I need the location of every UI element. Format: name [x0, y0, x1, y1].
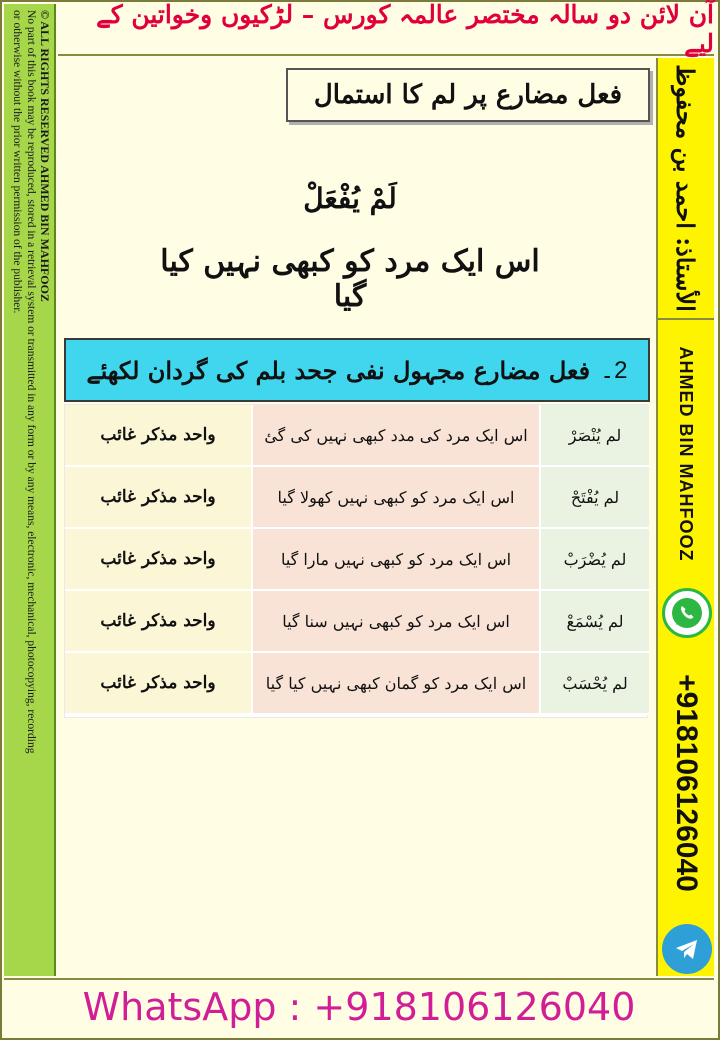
whatsapp-icon[interactable]	[662, 588, 712, 638]
cell-verb: لم يُسْمَعْ	[541, 591, 649, 651]
cell-verb: لم يُنْصَرْ	[541, 405, 649, 465]
course-header: آن لائن دو سالہ مختصر عالمہ کورس – لڑکیوں وخواتین کے لیے	[58, 4, 714, 56]
table-row	[65, 591, 649, 653]
copyright-line-1: © ALL RIGHTS RESERVED AHMED BIN MAHFOOZ	[38, 10, 52, 302]
cell-meaning: اس ایک مرد کو کبھی نہیں سنا گیا	[253, 591, 539, 651]
cell-meaning: اس ایک مرد کو گمان کبھی نہیں کیا گیا	[253, 653, 539, 713]
cell-type: واحد مذکر غائب	[65, 653, 251, 713]
teacher-name-urdu-box	[658, 58, 714, 320]
copyright-strip	[4, 4, 56, 976]
cell-type: واحد مذکر غائب	[65, 467, 251, 527]
example-urdu: اس ایک مرد کو کبھی نہیں کیا گیا	[160, 244, 540, 314]
copyright-text	[6, 10, 52, 970]
teacher-sidebar	[656, 58, 714, 976]
table-row	[65, 405, 649, 467]
cell-type: واحد مذکر غائب	[65, 405, 251, 465]
section-title: فعل مضارع مجہول نفی جحد بلم کی گردان لکھئے	[86, 355, 591, 385]
section-number: 2۔	[600, 356, 628, 384]
cell-meaning: اس ایک مرد کو کبھی نہیں مارا گیا	[253, 529, 539, 589]
table-row	[65, 653, 649, 715]
teacher-name-english-box	[658, 322, 714, 586]
cell-type: واحد مذکر غائب	[65, 529, 251, 589]
teacher-name-english: AHMED BIN MAHFOOZ	[676, 346, 697, 562]
copyright-line-2: No part of this book may be reproduced, stored in a retrieval system or transmitted in any form or by any means, electronic, mechanical, photocopying, recording	[25, 10, 37, 754]
cell-verb: لم يُحْسَبْ	[541, 653, 649, 713]
copyright-line-3: or otherwise without the prior written permission of the publisher.	[11, 10, 23, 314]
table-row	[65, 529, 649, 591]
cell-verb: لم يُضْرَبْ	[541, 529, 649, 589]
whatsapp-footer: WhatsApp : +918106126040	[4, 978, 714, 1034]
conjugation-table	[64, 404, 648, 718]
lesson-title: فعل مضارع پر لم کا استمال	[286, 68, 650, 122]
section-heading	[64, 338, 650, 402]
table-row	[65, 467, 649, 529]
teacher-name-urdu: الأستاذ: احمد بن محفوظ	[671, 64, 701, 312]
cell-type: واحد مذکر غائب	[65, 591, 251, 651]
phone-number: +918106126040	[670, 674, 703, 892]
telegram-glyph	[672, 934, 702, 964]
cell-meaning: اس ایک مرد کی مدد کبھی نہیں کی گئ	[253, 405, 539, 465]
example-arabic: لَمْ يُفْعَلْ	[303, 182, 397, 215]
phone-number-box	[658, 643, 714, 923]
whatsapp-glyph	[670, 596, 704, 630]
cell-verb: لم يُفْتَحْ	[541, 467, 649, 527]
telegram-icon[interactable]	[662, 924, 712, 974]
cell-meaning: اس ایک مرد کو کبھی نہیں کھولا گیا	[253, 467, 539, 527]
